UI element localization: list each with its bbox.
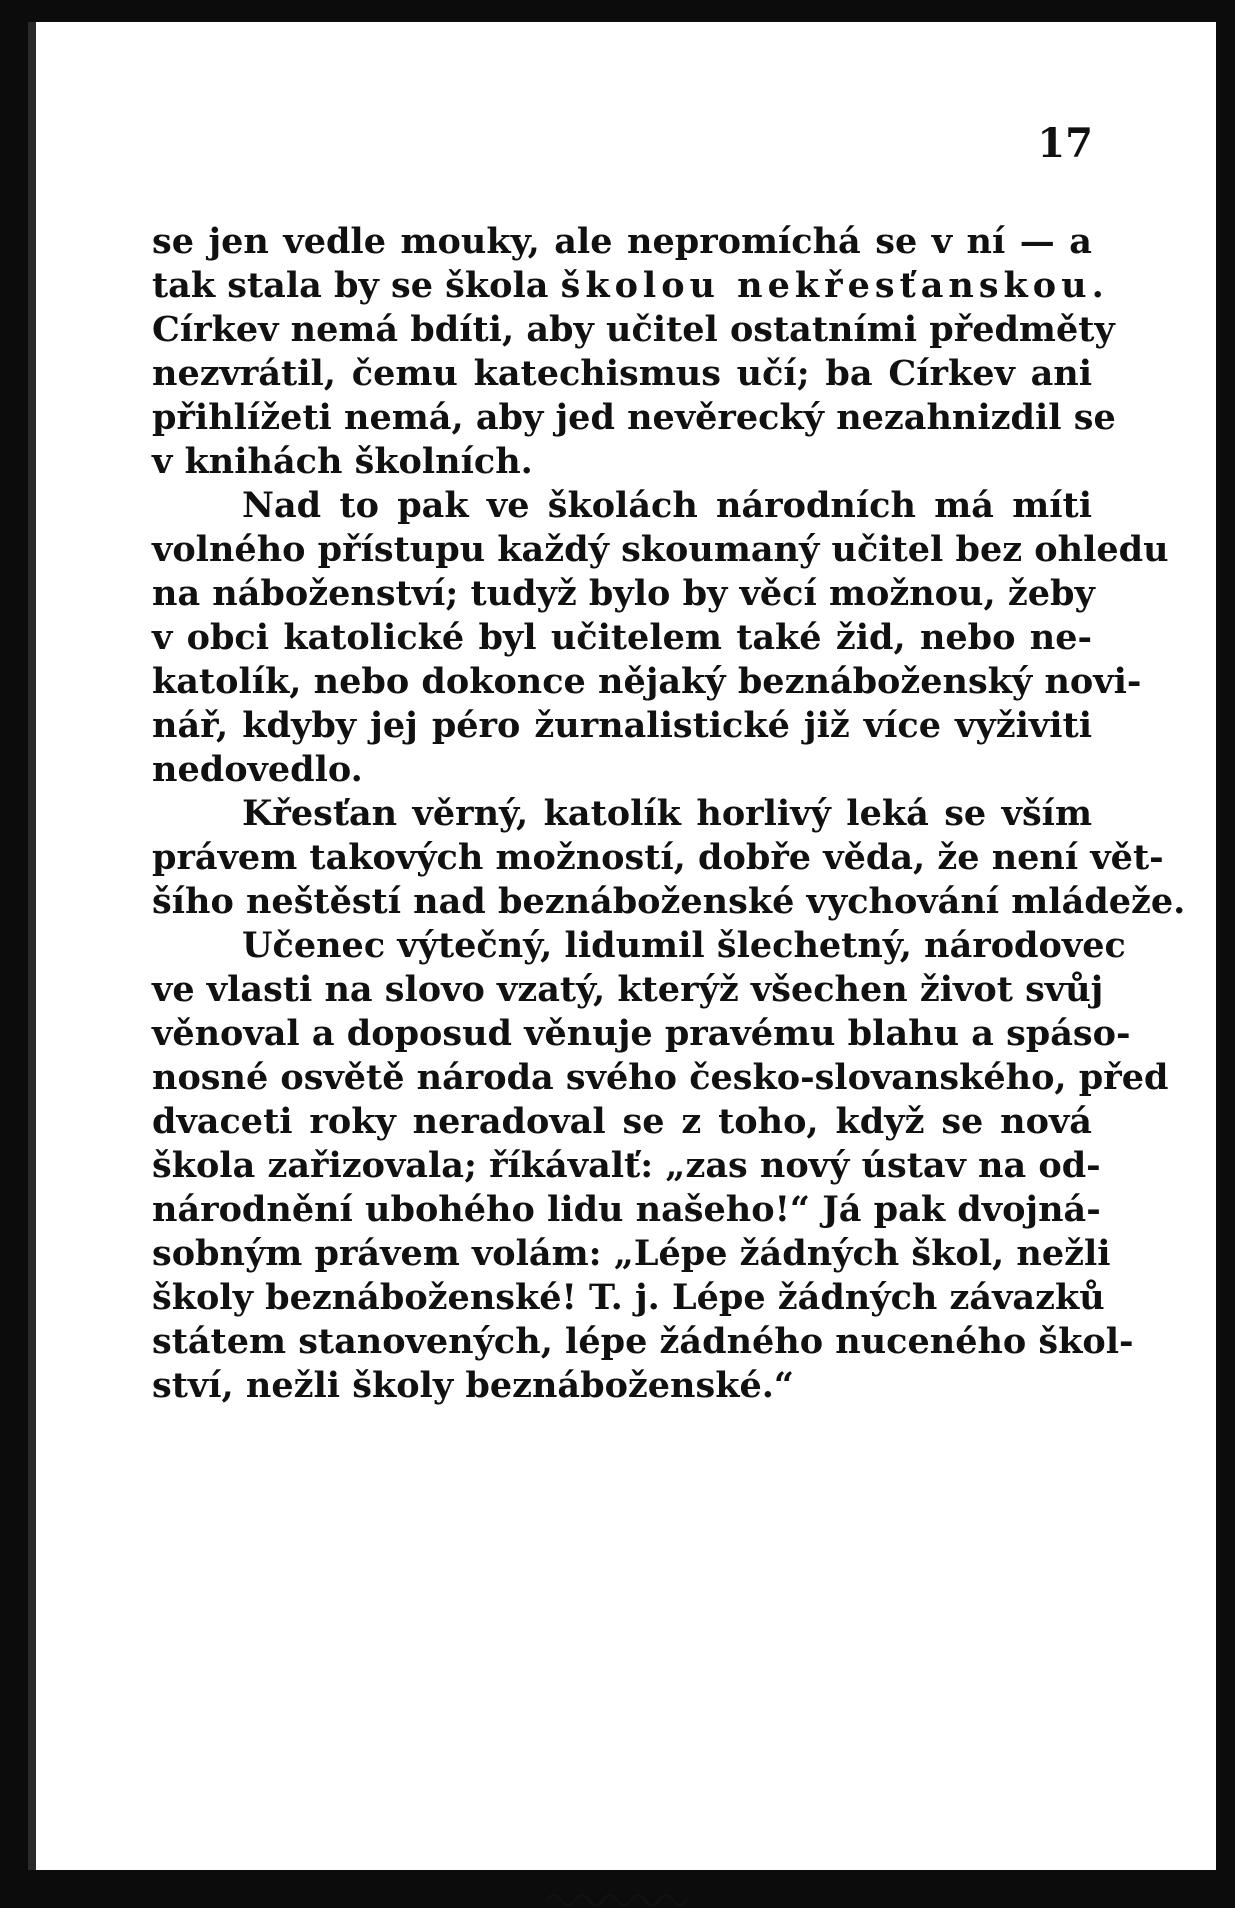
text-line: v obci katolické byl učitelem také žid, nebo ne-	[152, 617, 1092, 658]
text-line: státem stanovených, lépe žádného nuceného škol-	[152, 1321, 1134, 1362]
text-line: katolík, nebo dokonce nějaký beznáboženský novi-	[152, 661, 1142, 702]
wavy-line-ornament-icon	[545, 1888, 695, 1908]
text-line: sobným právem volám: „Lépe žádných škol, nežli	[152, 1233, 1111, 1274]
text-line: volného přístupu každý skoumaný učitel bez ohledu	[152, 529, 1169, 570]
text-line: šího neštěstí nad beznáboženské vychování mládeže.	[152, 881, 1186, 922]
text-line: škola zařizovala; říkávalť: „zas nový ústav na od-	[152, 1145, 1101, 1186]
text-line: Křesťan věrný, katolík horlivý leká se vším	[242, 793, 1092, 834]
text-line: nedovedlo.	[152, 749, 363, 790]
text-line: Církev nemá bdíti, aby učitel ostatními předměty	[152, 309, 1115, 350]
text-line: v knihách školních.	[152, 441, 533, 482]
text-line: věnoval a doposud věnuje pravému blahu a spáso-	[152, 1013, 1131, 1054]
page-number: 17	[1037, 120, 1093, 167]
text-line: na náboženství; tudyž bylo by věcí možnou, žeby	[152, 573, 1095, 614]
text-line: národnění ubohého lidu našeho!“ Já pak dvojná-	[152, 1189, 1101, 1230]
scan-edge	[28, 22, 36, 1870]
text-line: dvaceti roky neradoval se z toho, když se nová	[152, 1101, 1092, 1142]
emphasized-text: školou nekřesťanskou.	[560, 265, 1109, 306]
text-line: se jen vedle mouky, ale nepromíchá se v ní — a	[152, 221, 1092, 262]
text-line: tak stala by se škola školou nekřesťanskou.	[152, 265, 1109, 306]
text-line: školy beznáboženské! T. j. Lépe žádných závazků	[152, 1277, 1105, 1318]
text-line: nář, kdyby jej péro žurnalistické již více vyživiti	[152, 705, 1092, 746]
text-line: nezvrátil, čemu katechismus učí; ba Církev ani	[152, 353, 1092, 394]
text-line: ství, nežli školy beznáboženské.“	[152, 1365, 795, 1406]
text-line: právem takových možností, dobře věda, že není vět-	[152, 837, 1164, 878]
text-line: přihlížeti nemá, aby jed nevěrecký nezahnizdil se	[152, 397, 1116, 438]
body-text	[152, 220, 1186, 1408]
text-line: Učenec výtečný, lidumil šlechetný, národovec	[242, 925, 1126, 966]
text-line: ve vlasti na slovo vzatý, kterýž všechen život svůj	[152, 969, 1104, 1010]
text-line: nosné osvětě národa svého česko-slovanského, před	[152, 1057, 1169, 1098]
text-line: Nad to pak ve školách národních má míti	[242, 485, 1092, 526]
